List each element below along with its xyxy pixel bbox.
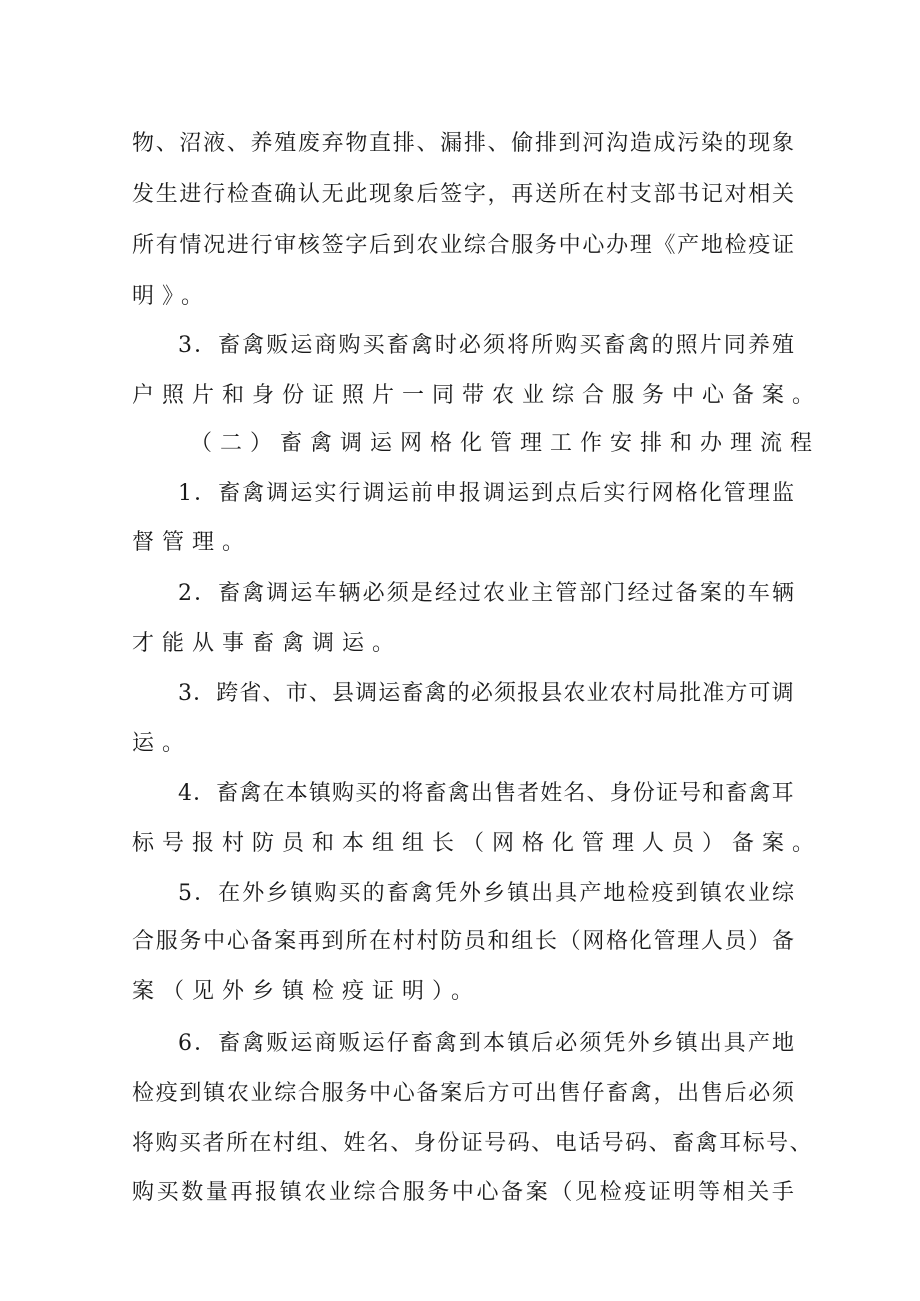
text-line-2: 发 生 进 行 检 查 确 认 无 此 现 象 后 签 字 ， 再 送 所 在 村 支 部 书 记 对 相 关 [132,182,794,207]
text-line-1: 物 、 沼 液 、 养 殖 废 弃 物 直 排 、 漏 排 、 偷 排 到 河 沟 造 成 污 染 的 现 象 [132,131,794,156]
text-line-11: 才能从事畜禽调运。 [132,631,403,656]
text-line-19: 6 ． 畜 禽 贩 运 商 贩 运 仔 畜 禽 到 本 镇 后 必 须 凭 外 乡 镇 出 具 产 地 [178,1031,794,1056]
text-line-8: 1 ． 畜 禽 调 运 实 行 调 运 前 申 报 调 运 到 点 后 实 行 网 格 化 管 理 监 [178,481,794,506]
text-line-4: 明》。 [132,284,212,309]
text-line-5: 3 ． 畜 禽 贩 运 商 购 买 畜 禽 时 必 须 将 所 购 买 畜 禽 的 照 片 同 养 殖 [178,333,794,358]
text-line-15: 标号报村防员和本组组长（网格化管理人员）备案。 [132,831,823,856]
text-line-14: 4 ． 畜 禽 在 本 镇 购 买 的 将 畜 禽 出 售 者 姓 名 、 身 份 证 号 和 畜 禽 耳 [178,781,794,806]
text-line-9: 督管理。 [132,530,253,555]
text-line-22: 购 买 数 量 再 报 镇 农 业 综 合 服 务 中 心 备 案 （ 见 检 疫 证 明 等 相 关 手 [132,1180,794,1205]
text-line-16: 5 ． 在 外 乡 镇 购 买 的 畜 禽 凭 外 乡 镇 出 具 产 地 检 疫 到 镇 农 业 综 [178,881,794,906]
text-line-21: 将 购 买 者 所 在 村 组 、 姓 名 、 身 份 证 号 码 、 电 话 号 码 、 畜 禽 耳 标 号 、 [132,1131,812,1156]
section-heading: （二）畜禽调运网格化管理工作安排和办理流程 [190,431,821,456]
text-line-17: 合 服 务 中 心 备 案 再 到 所 在 村 村 防 员 和 组 长 （ 网 格 化 管 理 人 员 ） 备 [132,929,794,954]
text-line-12: 3 ． 跨 省 、 市 、 县 调 运 畜 禽 的 必 须 报 县 农 业 农 村 局 批 准 方 可 调 [178,681,794,706]
text-line-6: 户照片和身份证照片一同带农业综合服务中心备案。 [132,383,823,408]
text-line-18: 案（见外乡镇检疫证明）。 [132,979,482,1004]
text-line-20: 检 疫 到 镇 农 业 综 合 服 务 中 心 备 案 后 方 可 出 售 仔 畜 禽 ， 出 售 后 必 须 [132,1081,794,1106]
text-line-3: 所 有 情 况 进 行 审 核 签 字 后 到 农 业 综 合 服 务 中 心 办 理 《 产 地 检 疫 证 [132,233,794,258]
text-line-10: 2 ． 畜 禽 调 运 车 辆 必 须 是 经 过 农 业 主 管 部 门 经 过 备 案 的 车 辆 [178,581,794,606]
text-line-13: 运。 [132,731,193,756]
